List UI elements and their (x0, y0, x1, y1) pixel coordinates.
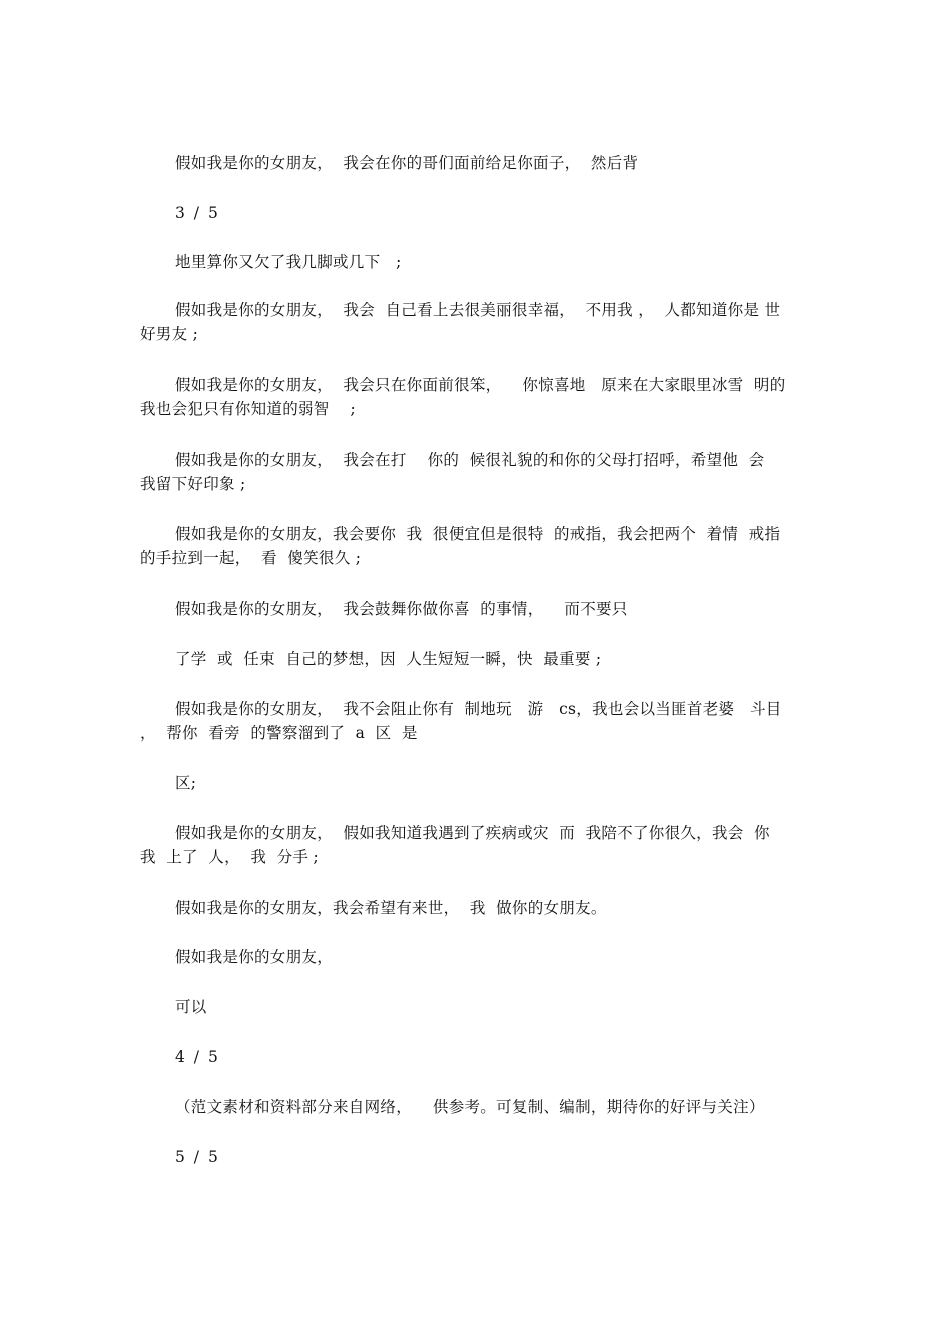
paragraph-line: 假如我是你的女朋友， (175, 948, 334, 966)
paragraph-line: 假如我是你的女朋友， 我会鼓舞你做你喜 的事情， 而不要只 (175, 600, 628, 618)
paragraph-line: 假如我是你的女朋友，我会要你 我 很便宜但是很特 的戒指，我会把两个 着情 戒指 (175, 525, 781, 543)
paragraph-line: 地里算你又欠了我几脚或几下 ; (175, 253, 402, 271)
paragraph-line: 可以 (175, 998, 207, 1016)
paragraph-line: ， 帮你 看旁 的警察溜到了 a 区 是 (140, 724, 418, 742)
footer-note: （范文素材和资料部分来自网络， 供参考。可复制、编制，期待你的好评与关注） (175, 1098, 765, 1116)
page-number: 3 / 5 (175, 204, 220, 222)
paragraph-line: 我 上了 人， 我 分手 ; (140, 848, 319, 866)
paragraph-line: 假如我是你的女朋友， 我会 自己看上去很美丽很幸福， 不用我 ， 人都知道你是 世 (175, 301, 781, 319)
paragraph-line: 区; (175, 774, 197, 792)
paragraph-line: 了学 或 任束 自己的梦想，因 人生短短一瞬，快 最重要 ; (175, 650, 602, 668)
paragraph-line: 假如我是你的女朋友， 我会在打 你的 候很礼貌的和你的父母打招呼，希望他 会 (175, 451, 765, 469)
page-number: 4 / 5 (175, 1048, 220, 1066)
paragraph-line: 的手拉到一起， 看 傻笑很久 ; (140, 549, 362, 567)
paragraph-line: 假如我是你的女朋友， 我会只在你面前很笨， 你惊喜地 原来在大家眼里冰雪 明的 (175, 376, 786, 394)
paragraph-line: 假如我是你的女朋友，我会希望有来世， 我 做你的女朋友。 (175, 899, 607, 917)
paragraph-line: 假如我是你的女朋友， 我不会阻止你有 制地玩 游 cs，我也会以当匪首老婆 斗目 (175, 700, 782, 718)
page-number: 5 / 5 (175, 1148, 220, 1166)
paragraph-line: 假如我是你的女朋友， 我会在你的哥们面前给足你面子， 然后背 (175, 154, 639, 172)
paragraph-line: 假如我是你的女朋友， 假如我知道我遇到了疾病或灾 而 我陪不了你很久，我会 你 (175, 824, 770, 842)
paragraph-line: 好男友 ; (140, 325, 199, 343)
paragraph-line: 我也会犯只有你知道的弱智 ; (140, 400, 357, 418)
paragraph-line: 我留下好印象 ; (140, 475, 246, 493)
